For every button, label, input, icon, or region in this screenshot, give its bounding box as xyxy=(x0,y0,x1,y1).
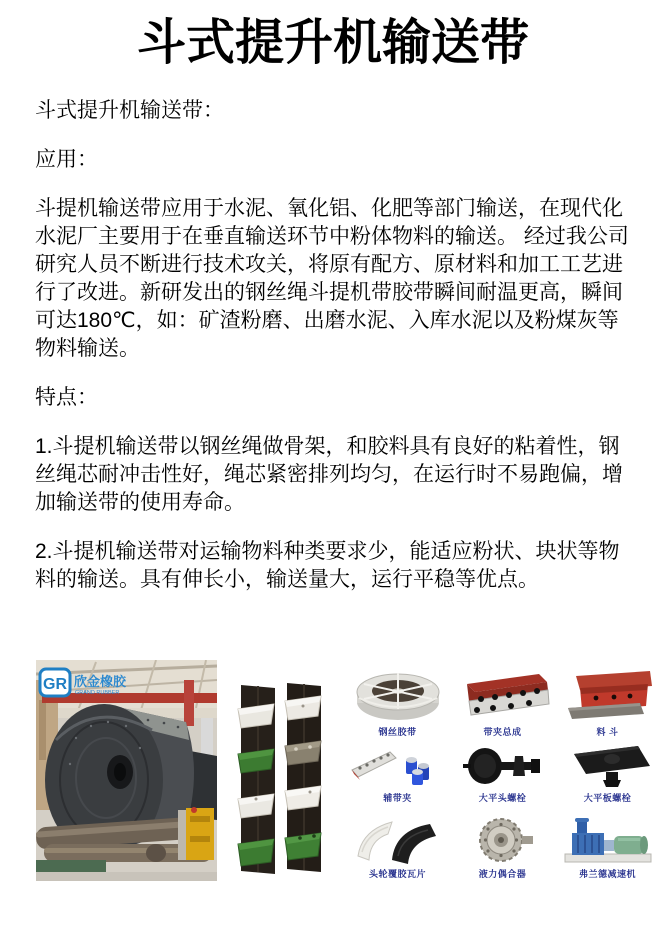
product-caption: 头轮覆胶瓦片 xyxy=(368,869,426,879)
product-caption: 液力偶合器 xyxy=(478,869,527,879)
application-heading: 应用： xyxy=(35,147,98,171)
product-cell xyxy=(555,806,660,880)
intro-line: 斗式提升机输送带： xyxy=(35,98,224,122)
product-cell xyxy=(345,806,450,880)
features-heading: 特点： xyxy=(35,385,98,409)
product-gallery xyxy=(36,660,660,881)
fluid-coupling-image xyxy=(455,816,551,864)
steel-wire-belt-image xyxy=(350,670,446,722)
article-page xyxy=(0,14,666,594)
auxiliary-belt-clamp-image xyxy=(350,744,446,788)
logo-brand-cn: 欣金橡胶 xyxy=(74,674,127,689)
flender-reducer-image xyxy=(560,816,656,864)
accessory-grid xyxy=(345,666,660,880)
hopper-image xyxy=(560,670,656,722)
product-caption: 钢丝胶带 xyxy=(378,727,417,737)
product-cell xyxy=(450,666,555,738)
product-cell xyxy=(450,740,555,804)
feature-item-1: 1.斗提机输送带以钢丝绳做骨架，和胶料具有良好的粘着性，钢丝绳芯耐冲击性好，绳芯紧密排列均匀，在运行时不易跑偏，增加输送带的使用寿命。 xyxy=(35,434,623,514)
product-caption: 大平头螺栓 xyxy=(478,793,527,803)
head-pulley-rubber-tile-image xyxy=(350,816,446,864)
feature-item-2: 2.斗提机输送带对运输物料种类要求少，能适应粉状、块状等物料的输送。具有伸长小，输送量大，运行平稳等优点。 xyxy=(35,539,620,591)
product-caption: 辅带夹 xyxy=(383,793,412,803)
logo-monogram: GR xyxy=(43,676,67,693)
logo-brand-en: GRAND RUBBER xyxy=(75,690,120,696)
product-caption: 大平板螺栓 xyxy=(583,793,632,803)
product-cell xyxy=(345,740,450,804)
belt-roll-factory-photo xyxy=(36,660,217,881)
belt-clamp-assembly-image xyxy=(455,670,551,722)
product-caption: 带夹总成 xyxy=(483,727,522,737)
product-cell xyxy=(555,666,660,738)
flat-plate-bolt-image xyxy=(560,744,656,788)
flat-head-bolt-image xyxy=(455,744,551,788)
application-paragraph: 斗提机输送带应用于水泥、氧化铝、化肥等部门输送，在现代化水泥厂主要用于在垂直输送环节中粉体物料的输送。 经过我公司研究人员不断进行技术攻关，将原有配方、原材料和加工工艺进行了改进。新研发出的钢丝绳斗提机带胶带瞬间耐温更高，瞬间可达180℃，如：矿渣粉磨、出磨水泥、入库水泥以及粉煤灰等物料输送。 xyxy=(35,196,629,360)
page-title: 斗式提升机输送带 xyxy=(136,16,529,70)
elevator-buckets-photo xyxy=(230,682,333,877)
grand-rubber-logo xyxy=(40,669,127,696)
product-cell xyxy=(555,740,660,804)
product-cell xyxy=(345,666,450,738)
product-caption: 弗兰德减速机 xyxy=(578,869,636,879)
product-cell xyxy=(450,806,555,880)
product-caption: 料 斗 xyxy=(596,727,619,737)
